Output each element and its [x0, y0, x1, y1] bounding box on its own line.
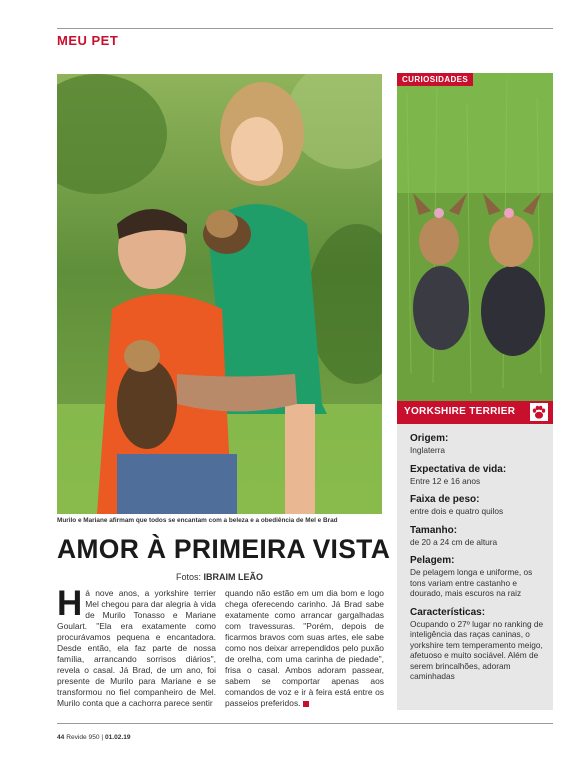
fact-value: de 20 a 24 cm de altura [410, 536, 498, 547]
section-label: MEU PET [57, 33, 119, 48]
paw-icon [530, 403, 548, 421]
fact-life-expectancy [410, 464, 548, 487]
magazine-name: Revide 950 [66, 734, 100, 741]
yorkshire-photo [397, 73, 553, 401]
photo-credit [176, 572, 263, 582]
fact-label: Expectativa de vida: [410, 463, 507, 475]
fact-value: Inglaterra [410, 445, 446, 455]
fact-weight [410, 494, 548, 517]
two-yorkshires-image [397, 73, 553, 401]
page-footer: 44 Revide 950 | 01.02.19 [57, 734, 131, 741]
main-photo [57, 74, 382, 514]
credit-prefix: Fotos: [176, 572, 202, 582]
curiosities-tag: CURIOSIDADES [397, 73, 473, 86]
page-number: 44 [57, 734, 65, 741]
fact-label: Origem: [410, 433, 449, 444]
issue-date: 01.02.19 [104, 734, 131, 741]
dropcap: H [57, 584, 83, 623]
column-2-text: quando não estão em um dia bom e logo chega oferecendo carinho. Já Brad sabe exatamente como arrancar gargalhadas com travessuras. "Porém, depois de ficarmos bravos com suas artes, ele sabe como nos deixar arrependidos pelo puxão de orelha, com uma carinha de piedade", frisa o casal. Ambos adoram passear, sabem se comportar apenas aos comandos de voz e ir à feira está entre os passeios preferidos. [225, 588, 384, 708]
article-column-1 [57, 584, 216, 709]
fact-coat [410, 555, 548, 599]
fact-value: Entre 12 e 16 anos [410, 475, 481, 486]
fact-traits [410, 607, 548, 682]
fact-value: entre dois e quatro quilos [410, 506, 504, 516]
couple-with-dogs-image [57, 74, 382, 514]
end-mark-icon [303, 701, 309, 707]
column-1-text: á nove anos, a yorkshire terrier Mel chegou para dar alegria à vida de Murilo Tonasso e Mariane Goulart. "Ela era exatamente como procurávamos pequena e encantadora. Desde então, ela faz parte de nossa família, arrancando sorrisos diários", revela o casal. Já Brad, de um ano, foi presente de Murilo para Mariane e se transformou no fiel companheiro de Mel. Murilo conta que a cachorra parece sentir [57, 588, 216, 708]
photo-caption: Murilo e Mariane afirmam que todos se encantam com a beleza e a obediência de Mel e Brad [57, 517, 338, 524]
bottom-rule [57, 723, 553, 724]
breed-header [397, 401, 553, 424]
facts-list [410, 433, 548, 690]
fact-value: De pelagem longa e uniforme, os tons variam entre castanho e dourado, mais escuros na raiz [410, 567, 533, 598]
article-column-2 [225, 588, 384, 709]
headline: AMOR À PRIMEIRA VISTA [57, 534, 391, 564]
fact-value: Ocupando o 27º lugar no ranking de inteligência das raças caninas, o yorkshire tem temperamento meigo, afetuoso e muito sociável. Além de serem brincalhões, adoram caminhadas [410, 618, 544, 681]
top-rule [57, 28, 553, 29]
fact-label: Características: [410, 606, 486, 618]
credit-name: IBRAIM LEÃO [203, 572, 264, 582]
fact-label: Tamanho: [410, 524, 458, 536]
breed-title: YORKSHIRE TERRIER [404, 406, 516, 417]
fact-size [410, 525, 548, 548]
fact-origin [410, 433, 548, 456]
fact-label: Faixa de peso: [410, 494, 480, 505]
article-body [57, 584, 384, 709]
fact-label: Pelagem: [410, 555, 455, 566]
